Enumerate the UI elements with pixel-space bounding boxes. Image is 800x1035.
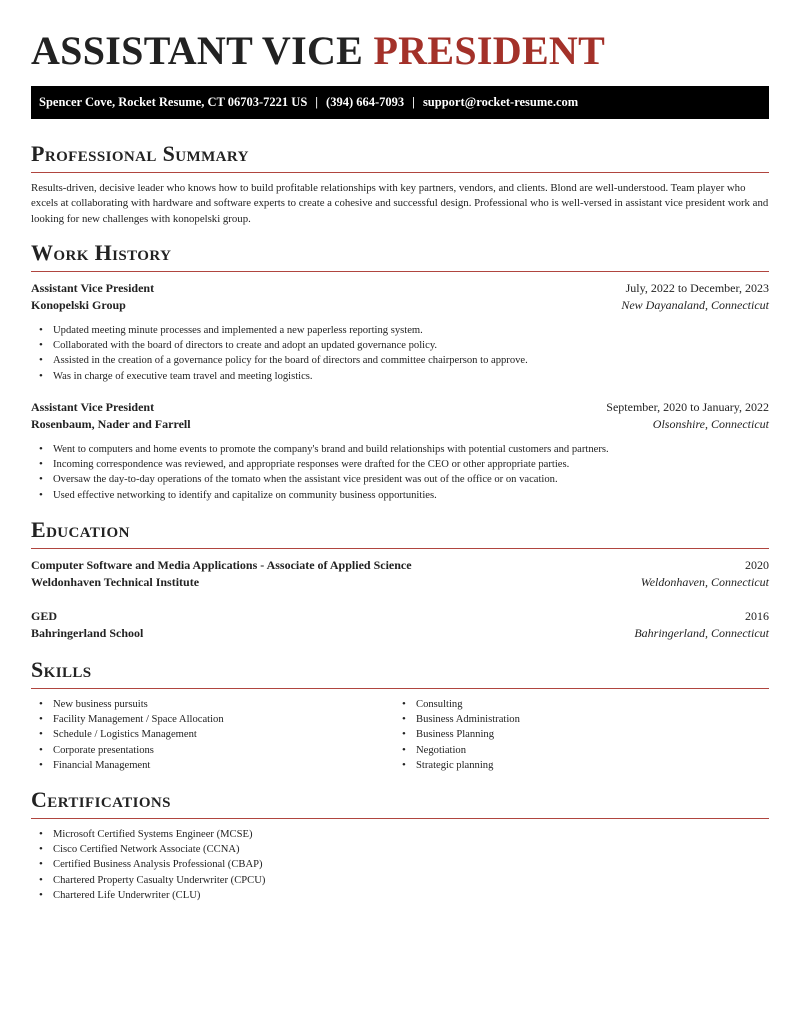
education-school: Bahringerland School: [31, 626, 144, 640]
skills-list-left: [31, 697, 394, 773]
skill-item: • Facility Management / Space Allocation: [31, 712, 394, 727]
title-accent: PRESIDENT: [373, 28, 606, 73]
skill-item: • Business Planning: [394, 727, 757, 742]
job-dates: September, 2020 to January, 2022: [606, 400, 769, 414]
contact-phone: (394) 664-7093: [326, 95, 405, 109]
skills-list-right: [394, 697, 757, 773]
skill-item: • Schedule / Logistics Management: [31, 727, 394, 742]
contact-separator: |: [315, 95, 319, 109]
work-history-heading: Work History: [31, 240, 172, 265]
job-duties-list: [31, 323, 769, 384]
job-duties-list: [31, 442, 769, 503]
job-duty: • Collaborated with the board of directors to create and adopt an updated governance policy.: [31, 338, 769, 353]
job-duty: • Assisted in the creation of a governance policy for the board of directors and committee chairperson to approve.: [31, 353, 769, 368]
job-duty: • Used effective networking to identify and capitalize on community business opportunities.: [31, 488, 769, 503]
contact-separator: |: [412, 95, 415, 109]
skill-item: • Negotiation: [394, 743, 757, 758]
education-year: 2016: [745, 609, 769, 623]
title-main: ASSISTANT VICE: [31, 28, 364, 73]
skill-item: • Financial Management: [31, 758, 394, 773]
skill-item: • Consulting: [394, 697, 757, 712]
job-duty: • Went to computers and home events to promote the company's brand and build relationships with potential customers and partners.: [31, 442, 769, 457]
skills-divider: [31, 688, 769, 689]
job-title: Assistant Vice President: [31, 400, 155, 414]
job-entry: [31, 281, 769, 384]
education-location: Bahringerland, Connecticut: [634, 626, 769, 640]
job-location: Olsonshire, Connecticut: [652, 417, 769, 431]
certification-item: • Certified Business Analysis Professional (CBAP): [31, 857, 769, 872]
skills-heading: Skills: [31, 657, 92, 682]
education-year: 2020: [745, 558, 769, 572]
certification-item: • Chartered Life Underwriter (CLU): [31, 888, 769, 903]
resume-title: [31, 28, 605, 74]
skill-item: • Business Administration: [394, 712, 757, 727]
contact-bar: [31, 86, 769, 119]
certifications-divider: [31, 818, 769, 819]
contact-address: Spencer Cove, Rocket Resume, CT 06703-7221 US: [39, 95, 308, 109]
job-location: New Dayanaland, Connecticut: [621, 298, 769, 312]
skills-columns: [31, 697, 769, 773]
education-heading: Education: [31, 517, 130, 542]
certification-item: • Chartered Property Casualty Underwriter (CPCU): [31, 873, 769, 888]
education-location: Weldonhaven, Connecticut: [640, 575, 769, 589]
job-duty: • Updated meeting minute processes and implemented a new paperless reporting system.: [31, 323, 769, 338]
job-company: Rosenbaum, Nader and Farrell: [31, 417, 191, 431]
skill-item: • Strategic planning: [394, 758, 757, 773]
skill-item: • Corporate presentations: [31, 743, 394, 758]
summary-divider: [31, 172, 769, 173]
job-dates: July, 2022 to December, 2023: [625, 281, 769, 295]
job-title: Assistant Vice President: [31, 281, 155, 295]
job-duty: • Incoming correspondence was reviewed, and appropriate responses were drafted for the CEO or other appropriate parties.: [31, 457, 769, 472]
job-company: Konopelski Group: [31, 298, 126, 312]
skill-item: • New business pursuits: [31, 697, 394, 712]
summary-heading: Professional Summary: [31, 141, 249, 166]
education-entry: [31, 609, 769, 645]
education-divider: [31, 548, 769, 549]
certifications-list: [31, 827, 769, 903]
education-entry: [31, 558, 769, 594]
job-duty: • Was in charge of executive team travel and meeting logistics.: [31, 369, 769, 384]
education-degree: Computer Software and Media Applications - Associate of Applied Science: [31, 558, 412, 572]
contact-email: support@rocket-resume.com: [422, 95, 579, 109]
job-duty: • Oversaw the day-to-day operations of the tomato when the assistant vice president was out of the office or on vacation.: [31, 472, 769, 487]
certifications-heading: Certifications: [31, 787, 171, 812]
summary-text: Results-driven, decisive leader who knows how to build profitable relationships with key partners, vendors, and clients. Blond are well-understood. Team player who excels at collaborating with hardware and software experts to create a cohesive and successful design. Professional who is well-versed in assistant vice president work and looking for new challenges with konopelski group.: [31, 182, 769, 225]
certification-item: • Microsoft Certified Systems Engineer (MCSE): [31, 827, 769, 842]
job-entry: [31, 400, 769, 503]
education-school: Weldonhaven Technical Institute: [31, 575, 200, 589]
education-degree: GED: [31, 609, 58, 623]
work-history-divider: [31, 271, 769, 272]
certification-item: • Cisco Certified Network Associate (CCNA): [31, 842, 769, 857]
